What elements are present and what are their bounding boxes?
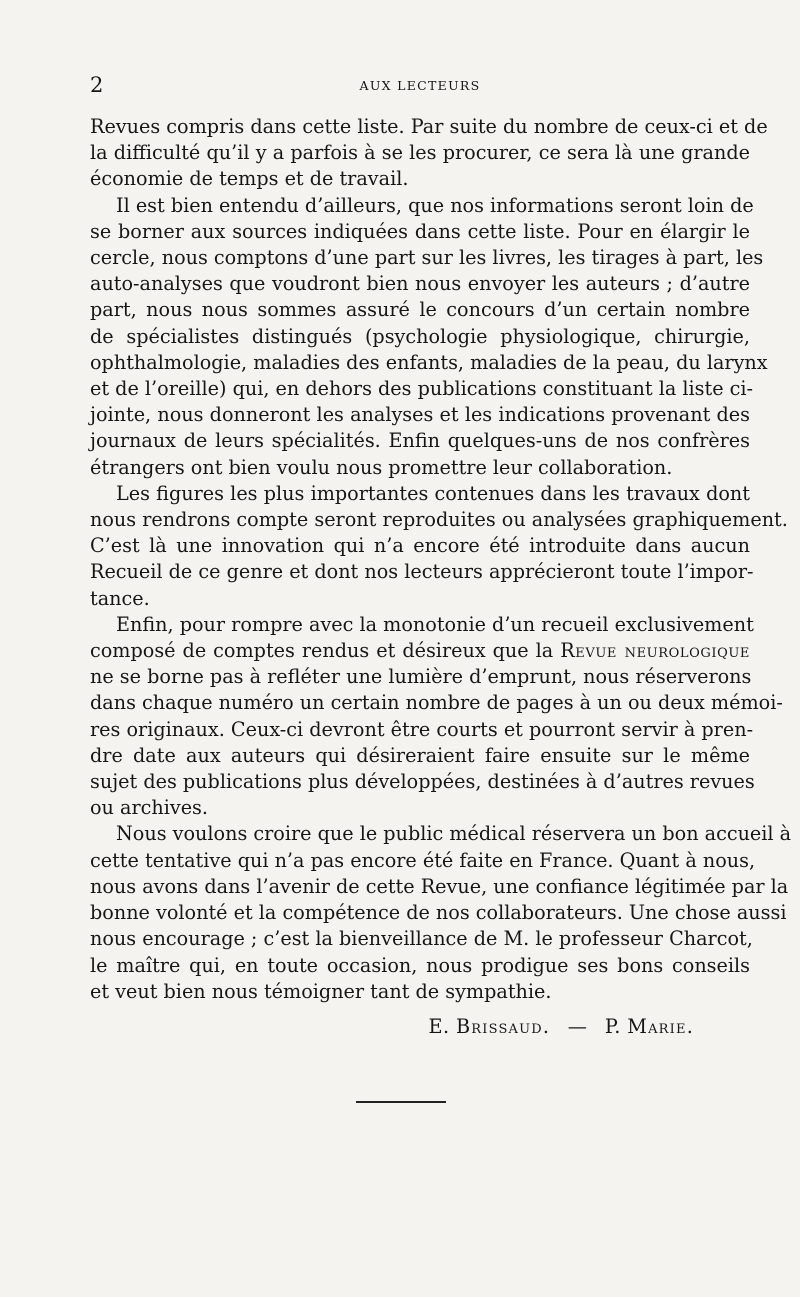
text-line: journaux de leurs spécialités. Enfin quelques-uns de nos confrères <box>90 429 750 453</box>
text-line: Revues compris dans cette liste. Par suite du nombre de ceux-ci et de <box>90 115 768 138</box>
author-1-surname: Brissaud. <box>455 1015 551 1038</box>
text-line: se borner aux sources indiquées dans cette liste. Pour en élargir le <box>90 219 750 243</box>
text-line: le maître qui, en toute occasion, nous prodigue ses bons conseils <box>90 953 750 977</box>
author-2-initial: P. <box>604 1015 621 1038</box>
text-line: ophthalmologie, maladies des enfants, maladies de la peau, du larynx <box>90 350 768 374</box>
text-line: dre date aux auteurs qui désireraient faire ensuite sur le même <box>90 743 750 767</box>
signature <box>429 1014 694 1040</box>
text-line: sujet des publications plus développées, destinées à d’autres revues <box>90 770 755 794</box>
text-line: économie de temps et de travail. <box>90 167 409 191</box>
paragraph-5 <box>90 821 792 1004</box>
page-number: 2 <box>90 73 104 97</box>
page-header <box>90 74 750 98</box>
text-line: cette tentative qui n’a pas encore été faite en France. Quant à nous, <box>90 848 756 872</box>
text-line: ou archives. <box>90 796 209 820</box>
journal-name: Revue neurologique <box>560 639 750 663</box>
text-line: ne se borne pas à refléter une lumière d’emprunt, nous réserverons <box>90 665 752 689</box>
text-line: Les figures les plus importantes contenues dans les travaux dont <box>116 481 750 505</box>
text-line: étrangers ont bien voulu nous promettre leur collaboration. <box>90 455 673 479</box>
body-text <box>90 114 792 1005</box>
text-line: part, nous nous sommes assuré le concours d’un certain nombre <box>90 298 750 322</box>
text-line: Recueil de ce genre et dont nos lecteurs apprécieront toute l’impor- <box>90 560 754 584</box>
text-line: la difficulté qu’il y a parfois à se les procurer, ce sera là une grande <box>90 141 750 165</box>
text-line: tance. <box>90 586 150 610</box>
text-line: bonne volonté et la compétence de nos collaborateurs. Une chose aussi <box>90 901 787 925</box>
text-line: nous avons dans l’avenir de cette Revue, une confiance légitimée par la <box>90 874 789 898</box>
signature-separator: — <box>567 1015 588 1038</box>
text-line: nous rendrons compte seront reproduites ou analysées graphiquement. <box>90 508 788 532</box>
text-line: C’est là une innovation qui n’a encore été introduite dans aucun <box>90 534 750 558</box>
text-line: dans chaque numéro un certain nombre de pages à un ou deux mémoi- <box>90 691 783 715</box>
paragraph-4 <box>90 612 783 822</box>
text-line: et de l’oreille) qui, en dehors des publications constituant la liste ci- <box>90 377 754 401</box>
author-1-initial: E. <box>428 1015 450 1038</box>
text-line-with-journal-name <box>90 638 750 664</box>
text-line: Nous voulons croire que le public médical réservera un bon accueil à <box>116 822 792 846</box>
text-line: auto-analyses que voudront bien nous envoyer les auteurs ; d’autre <box>90 272 750 296</box>
text-fragment: composé de comptes rendus et désireux que la <box>90 639 561 663</box>
paragraph-1 <box>90 114 768 193</box>
text-line: Il est bien entendu d’ailleurs, que nos informations seront loin de <box>116 193 754 217</box>
text-line: nous encourage ; c’est la bienveillance de M. le professeur Charcot, <box>90 927 753 951</box>
text-line: jointe, nous donneront les analyses et les indications provenant des <box>90 403 750 427</box>
text-line: Enfin, pour rompre avec la monotonie d’un recueil exclusivement <box>116 612 754 636</box>
text-line: de spécialistes distingués (psychologie physiologique, chirurgie, <box>90 324 750 348</box>
text-line: res originaux. Ceux-ci devront être courts et pourront servir à pren- <box>90 717 754 741</box>
text-line: et veut bien nous témoigner tant de sympathie. <box>90 979 552 1003</box>
paragraph-3 <box>90 481 788 612</box>
running-head: AUX LECTEURS <box>359 78 481 93</box>
paragraph-2 <box>90 193 768 481</box>
author-2-surname: Marie. <box>627 1015 694 1038</box>
text-line: cercle, nous comptons d’une part sur les livres, les tirages à part, les <box>90 246 764 270</box>
closing-rule <box>356 1101 446 1103</box>
